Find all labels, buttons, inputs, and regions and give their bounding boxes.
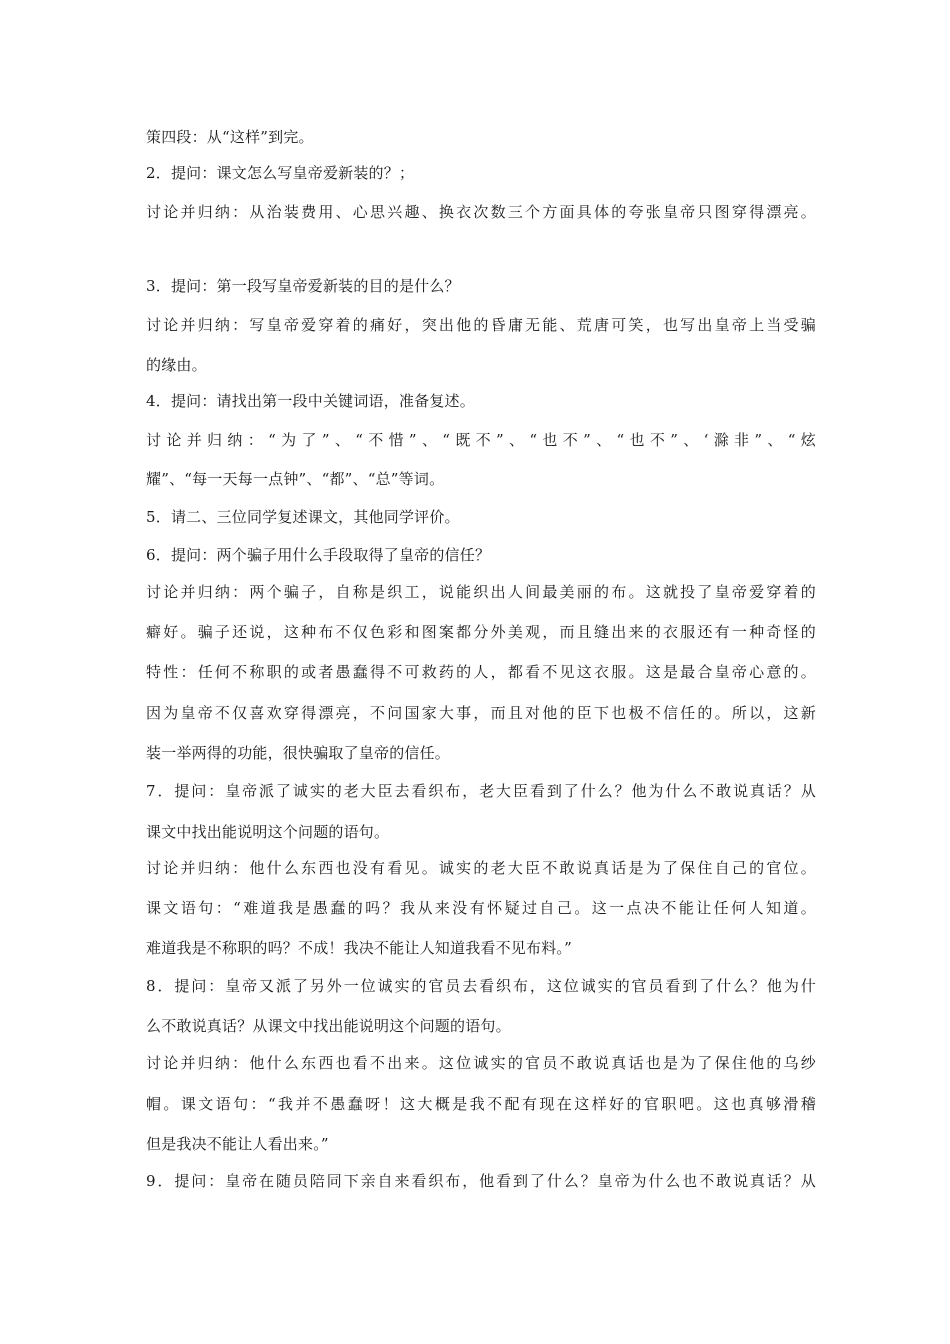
text-line: 因为皇帝不仅喜欢穿得漂亮，不问国家大事，而且对他的臣下也极不信任的。所以，这新 (146, 704, 816, 722)
text-line: 特性：任何不称职的或者愚蠢得不可救药的人，都看不见这衣服。这是最合皇帝心意的。 (146, 663, 816, 681)
text-line: 么不敢说真话？从课文中找出能说明这个问题的语句。 (146, 1017, 511, 1035)
text-line: 讨论并归纳：两个骗子，自称是织工，说能织出人间最美丽的布。这就投了皇帝爱穿着的 (146, 583, 816, 601)
text-line: 5．请二、三位同学复述课文，其他同学评价。 (146, 508, 460, 526)
text-line: 耀”、“每一天每一点钟”、“都”、“总”等词。 (146, 470, 445, 488)
text-line: 6．提问：两个骗子用什么手段取得了皇帝的信任？ (146, 546, 491, 564)
text-line: 装一举两得的功能，很快骗取了皇帝的信任。 (146, 744, 451, 762)
text-line: 癖好。骗子还说，这种布不仅色彩和图案都分外美观，而且缝出来的衣服还有一种奇怪的 (146, 623, 816, 641)
text-line: 讨论并归纳：他什么东西也没有看见。诚实的老大臣不敢说真话是为了保住自己的官位。 (146, 859, 816, 877)
text-line: 讨论并归纳：写皇帝爱穿着的痛好，突出他的昏庸无能、荒唐可笑，也写出皇帝上当受骗 (146, 316, 816, 334)
text-line: 讨论并归纳：“为了”、“不惜”、“既不”、“也不”、“也不”、‘滁非”、“炫 (146, 431, 816, 449)
text-line: 3．提问：第一段写皇帝爱新装的目的是什么？ (146, 277, 460, 295)
text-line: 2．提问：课文怎么写皇帝爱新装的？； (146, 164, 415, 182)
text-line: 难道我是不称职的吗？不成！我决不能让人知道我看不见布料。” (146, 939, 572, 957)
text-line: 讨论并归纳：从治装费用、心思兴趣、换衣次数三个方面具体的夸张皇帝只图穿得漂亮。 (146, 203, 816, 221)
text-line: 4．提问：请找出第一段中关键词语，准备复述。 (146, 392, 475, 410)
text-line: 帽。课文语句：“我并不愚蠢呀！这大概是我不配有现在这样好的官职吧。这也真够滑稽 (146, 1095, 816, 1113)
text-line: 课文语句：“难道我是愚蠢的吗？我从来没有怀疑过自己。这一点决不能让任何人知道。 (146, 899, 816, 917)
text-line: 的缘由。 (146, 356, 207, 374)
text-line: 8．提问：皇帝又派了另外一位诚实的官员去看织布，这位诚实的官员看到了什么？他为什 (146, 977, 816, 995)
text-line: 7．提问：皇帝派了诚实的老大臣去看织布，老大臣看到了什么？他为什么不敢说真话？从 (146, 782, 816, 800)
text-line: 策四段：从“这样”到完。 (146, 128, 314, 146)
text-line: 但是我决不能让人看出来。” (146, 1135, 329, 1153)
text-line: 课文中找出能说明这个问题的语句。 (146, 823, 390, 841)
text-line: 9．提问：皇帝在随员陪同下亲自来看织布，他看到了什么？皇帝为什么也不敢说真话？从 (146, 1172, 816, 1190)
text-line: 讨论并归纳：他什么东西也看不出来。这位诚实的官员不敢说真话也是为了保住他的乌纱 (146, 1054, 816, 1072)
